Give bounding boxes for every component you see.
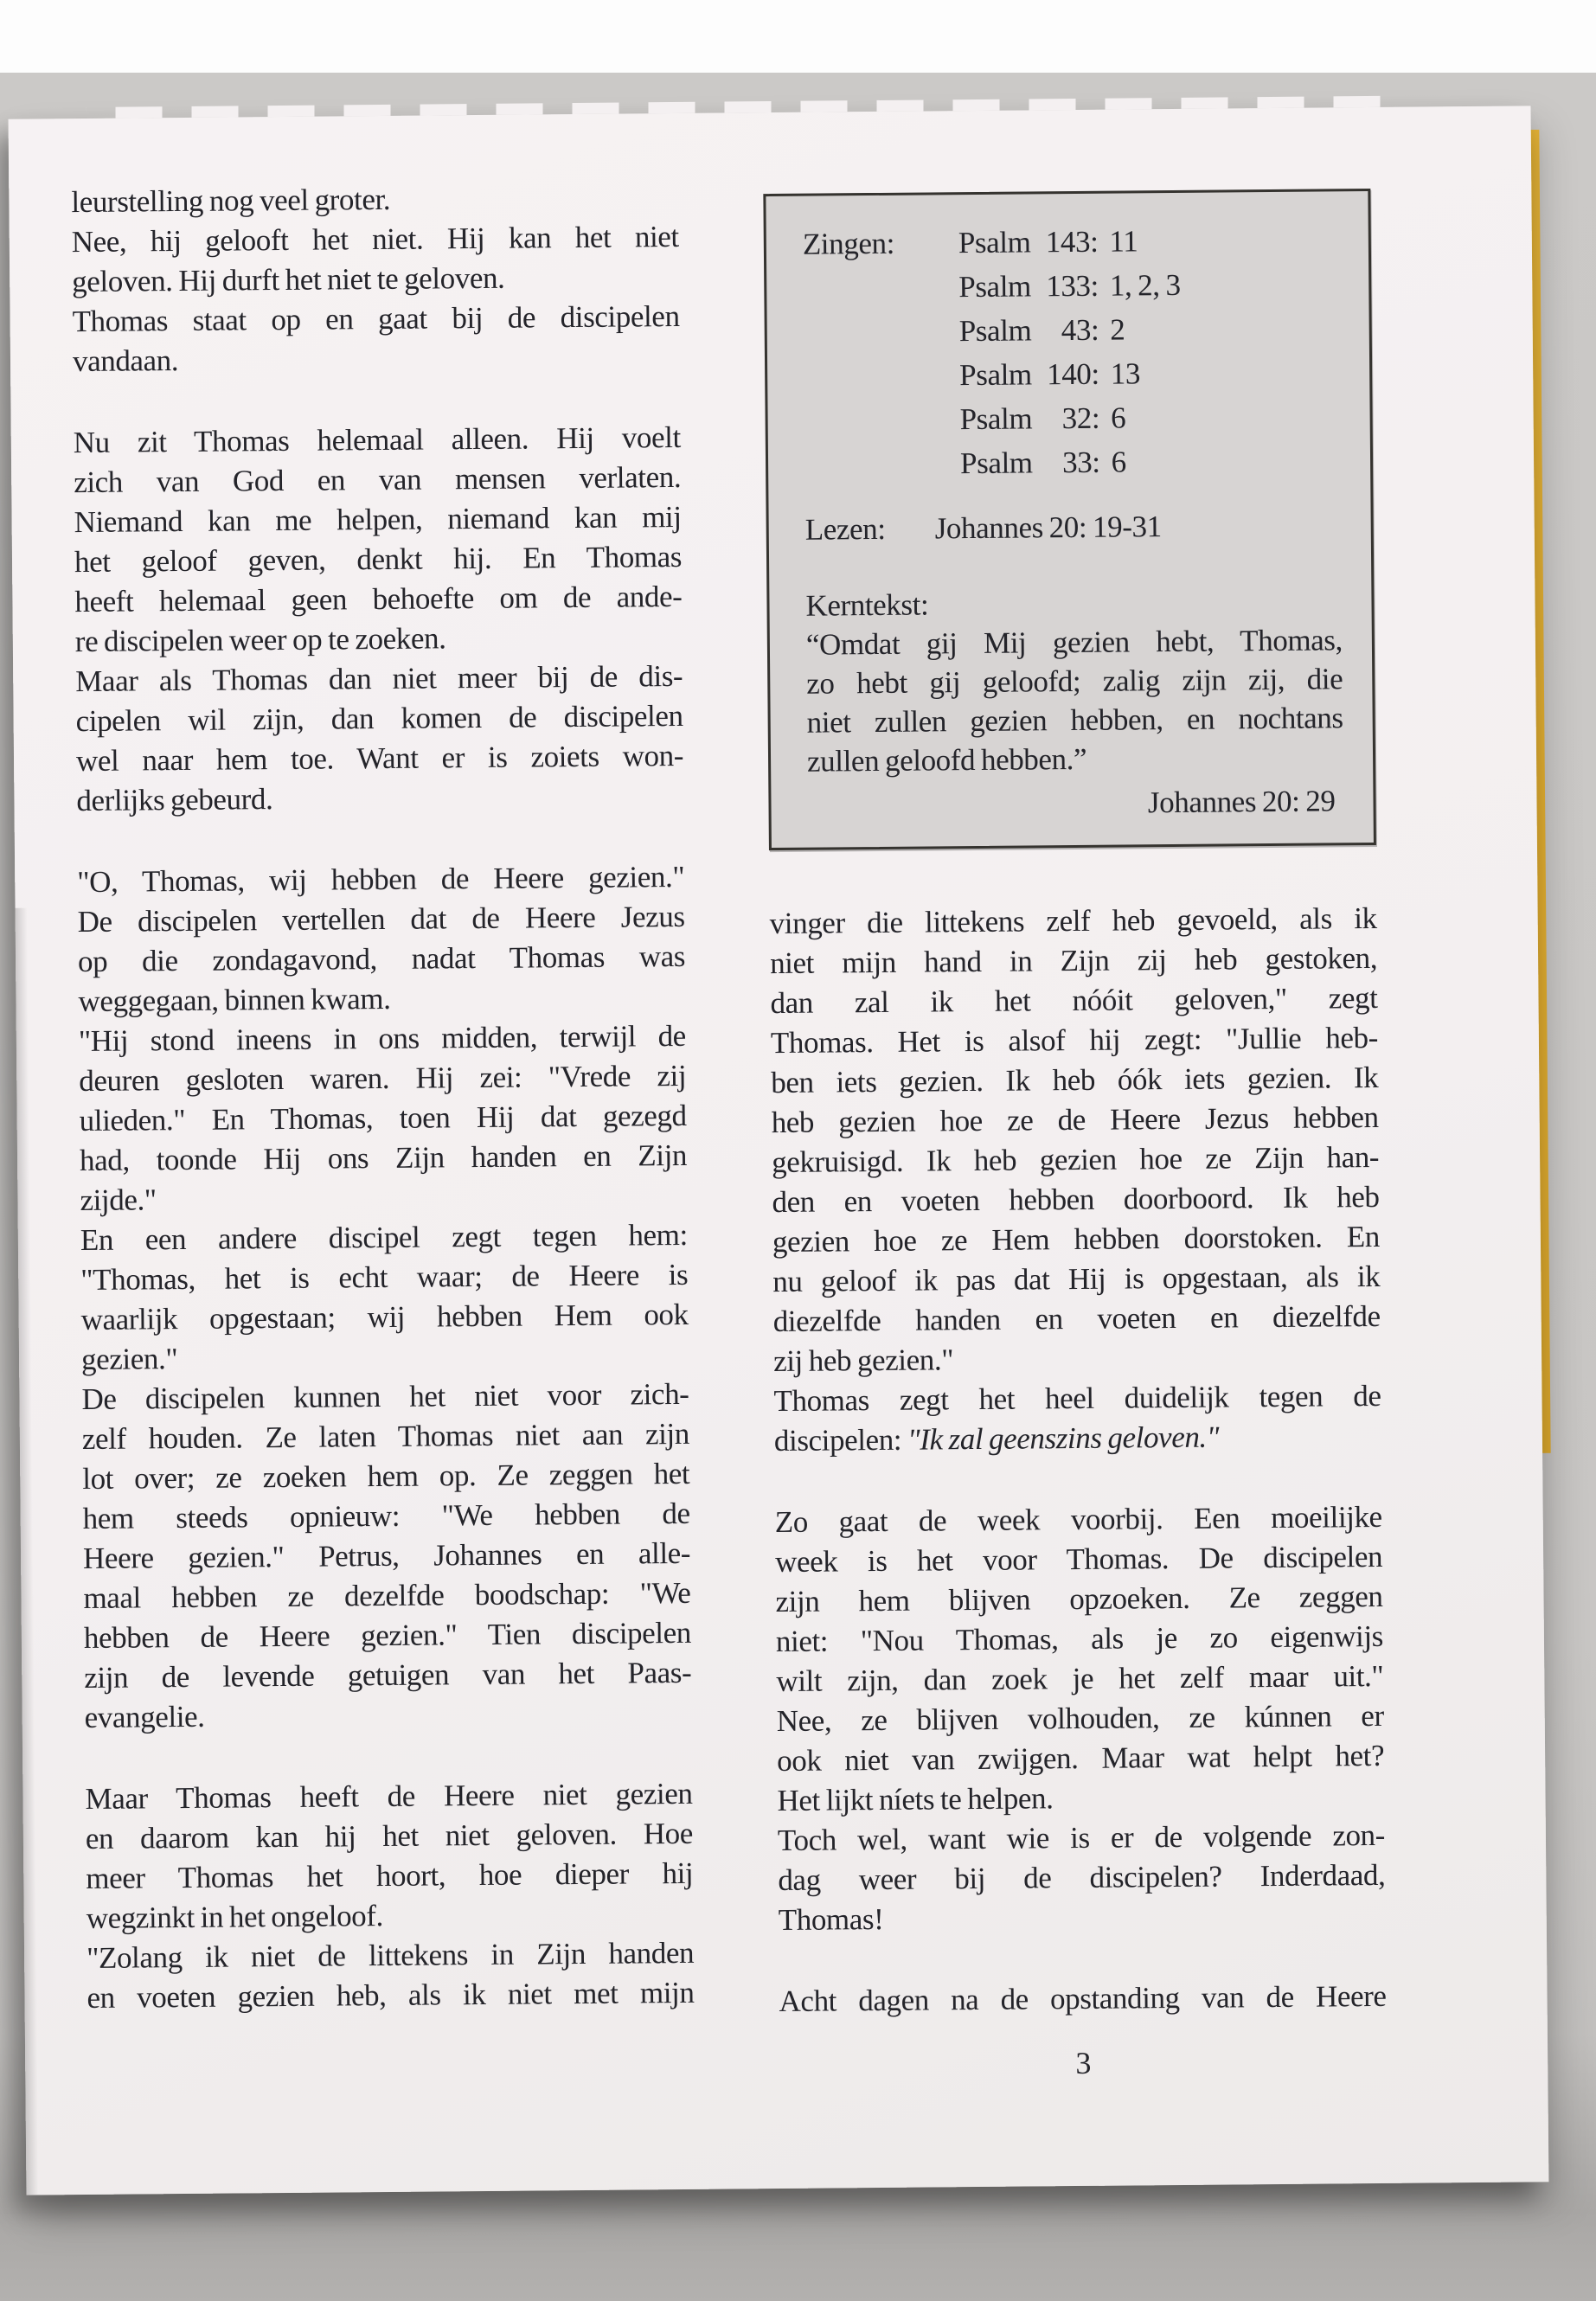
text-line xyxy=(80,1136,687,1181)
lezen-value: Johannes 20: 19-31 xyxy=(934,510,1162,546)
text-line-italic: "Ik zal geenszins geloven." xyxy=(907,1420,1220,1457)
text-line-main: dag weer bij de discipelen? Inderdaad, xyxy=(778,1857,1386,1898)
text-line-main: waarlijk opgestaan; wij hebben Hem ook xyxy=(80,1297,689,1337)
text-line xyxy=(779,1895,1386,1940)
text-line xyxy=(771,1058,1378,1103)
text-line xyxy=(80,1215,688,1260)
text-line-main: nu geloof ik pas dat Hij is opgestaan, als ik xyxy=(772,1259,1381,1299)
text-line-main: Nu zit Thomas helemaal alleen. Hij voelt xyxy=(73,420,681,460)
text-line-main: dan zal ik het nóóit geloven," zegt xyxy=(770,980,1378,1021)
text-line xyxy=(72,217,679,262)
text-line xyxy=(80,1255,688,1300)
text-line-main: hebben de Heere gezien." Tien discipelen xyxy=(83,1615,692,1656)
lezen-label: Lezen: xyxy=(804,511,886,547)
text-line xyxy=(84,1613,691,1658)
text-line xyxy=(73,336,680,381)
psalm-chapter: 140: xyxy=(1046,356,1099,392)
text-line xyxy=(777,1696,1384,1741)
text-line-main: Nee, ze blijven volhouden, ze kúnnen er xyxy=(776,1698,1384,1739)
text-line xyxy=(76,736,683,781)
text-line-main: en voeten gezien heb, als ik niet met mijn xyxy=(87,1975,695,2016)
text-line xyxy=(775,1577,1382,1622)
text-line-main: gekruisigd. Ik heb gezien hoe ze Zijn han- xyxy=(771,1139,1380,1180)
text-line xyxy=(82,1414,689,1459)
text-line xyxy=(79,1056,686,1101)
text-line xyxy=(80,1295,688,1340)
psalm-item xyxy=(960,438,1341,485)
text-line-main: wel naar hem toe. Want er is zoiets won- xyxy=(75,738,684,779)
text-line-main: week is het voor Thomas. De discipelen xyxy=(774,1539,1383,1580)
text-line-main: en daarom kan hij het niet geloven. Hoe xyxy=(85,1816,694,1856)
left-column xyxy=(71,177,694,2018)
text-line xyxy=(71,177,678,222)
text-line xyxy=(74,497,681,542)
text-line xyxy=(773,1297,1381,1342)
text-line-main: evangelie. xyxy=(84,1699,205,1735)
text-line xyxy=(772,1177,1379,1222)
text-line xyxy=(772,1138,1379,1183)
text-line xyxy=(79,1096,686,1141)
text-line-main: zijde." xyxy=(80,1183,157,1218)
text-line-main: zij heb gezien." xyxy=(772,1343,954,1379)
text-line-main: Heere gezien." Petrus, Johannes en alle- xyxy=(82,1535,691,1576)
text-line xyxy=(776,1617,1383,1662)
text-line-main: het geloof geven, denkt hij. En Thomas xyxy=(74,539,683,580)
text-line xyxy=(778,1856,1385,1900)
text-line xyxy=(777,1736,1384,1781)
text-line-main: "O, Thomas, wij hebben de Heere gezien." xyxy=(77,859,685,900)
text-line xyxy=(83,1534,690,1579)
text-line-main: heb gezien hoe ze de Heere Jezus hebben xyxy=(771,1099,1379,1140)
text-line xyxy=(74,537,682,582)
text-line xyxy=(87,1894,694,1939)
text-line-main: Thomas! xyxy=(778,1901,884,1938)
text-line xyxy=(772,1257,1380,1302)
text-line xyxy=(77,857,684,902)
text-line-main: Zo gaat de week voorbij. Een moeilijke xyxy=(774,1499,1382,1540)
text-line xyxy=(80,1176,687,1221)
text-line xyxy=(775,1497,1382,1542)
text-line xyxy=(778,1816,1385,1861)
text-line xyxy=(78,977,685,1022)
text-line-main: op die zondagavond, nadat Thomas was xyxy=(77,939,686,979)
psalm-item xyxy=(958,217,1339,265)
psalm-book: Psalm xyxy=(959,357,1032,393)
text-line-main: maal hebben ze dezelfde boodschap: "We xyxy=(83,1575,691,1616)
text-line xyxy=(770,978,1377,1023)
text-line xyxy=(76,776,683,821)
text-line-main: had, toonde Hij ons Zijn handen en Zijn xyxy=(79,1138,688,1178)
psalm-verses: 13 xyxy=(1110,356,1141,391)
text-line-main: Het lijkt níets te helpen. xyxy=(777,1781,1054,1818)
text-line-main: cipelen wil zijn, dan komen de discipelen xyxy=(75,698,683,739)
psalm-verses: 6 xyxy=(1111,445,1126,479)
text-line-main: niet: "Nou Thomas, als je zo eigenwijs xyxy=(775,1618,1384,1659)
text-line xyxy=(87,1973,694,2018)
psalm-book: Psalm xyxy=(959,445,1033,481)
text-line-main: heeft helemaal geen behoefte om de ande- xyxy=(74,579,683,619)
text-line xyxy=(770,939,1377,984)
kerntekst-line: zo hebt gij geloofd; zalig zijn zij, die xyxy=(806,662,1343,701)
text-line xyxy=(87,1933,694,1978)
text-line-main: Maar Thomas heeft de Heere niet gezien xyxy=(85,1776,693,1817)
text-line-main: zelf houden. Ze laten Thomas niet aan zijn xyxy=(81,1416,690,1457)
text-line-main: meer Thomas het hoort, hoe dieper hij xyxy=(86,1856,694,1896)
text-line-main: gezien hoe ze Hem hebben doorstoken. En xyxy=(772,1219,1381,1259)
right-column xyxy=(763,189,1387,2086)
text-line xyxy=(72,297,679,342)
scanned-page xyxy=(9,106,1549,2195)
kerntekst-line: niet zullen gezien hebben, en nochtans xyxy=(806,701,1343,740)
text-line xyxy=(81,1335,689,1380)
text-line xyxy=(86,1814,693,1859)
psalm-verses: 6 xyxy=(1111,401,1126,435)
psalm-chapter: 32: xyxy=(1061,401,1100,436)
text-line-main: zijn hem blijven opzoeken. Ze zeggen xyxy=(775,1579,1383,1619)
text-line-main: zijn de levende getuigen van het Paas- xyxy=(84,1655,692,1695)
text-line-main: re discipelen weer op te zoeken. xyxy=(74,621,446,659)
text-line-main: Acht dagen na de opstanding van de Heere xyxy=(779,1978,1387,2019)
psalm-chapter: 43: xyxy=(1061,312,1099,348)
text-line-main: Nee, hij gelooft het niet. Hij kan het niet xyxy=(71,219,679,260)
text-line xyxy=(79,1016,686,1061)
text-line-main: hem steeds opnieuw: "We hebben de xyxy=(82,1496,690,1536)
text-line xyxy=(775,1537,1382,1582)
text-line xyxy=(84,1693,691,1738)
text-line-main: En een andere discipel zegt tegen hem: xyxy=(80,1217,689,1258)
text-line-main: discipelen: xyxy=(773,1422,908,1458)
text-line-main: wilt zijn, dan zoek je het zelf maar uit." xyxy=(776,1658,1384,1699)
kerntekst-line: “Omdat gij Mij gezien hebt, Thomas, xyxy=(805,623,1343,662)
psalm-verses: 2 xyxy=(1110,312,1125,347)
text-line-main: ook niet van zwijgen. Maar wat helpt het? xyxy=(776,1738,1385,1779)
text-line xyxy=(83,1574,690,1618)
text-line xyxy=(72,257,679,302)
text-line xyxy=(771,1018,1378,1063)
text-line xyxy=(773,1376,1381,1421)
text-line-main: den en voeten hebben doorboord. Ik heb xyxy=(772,1179,1380,1220)
text-line-main: Niemand kan me helpen, niemand kan mij xyxy=(74,499,682,540)
text-line xyxy=(82,1494,689,1539)
kerntekst-section xyxy=(805,581,1343,824)
psalm-verses: 11 xyxy=(1109,224,1138,259)
psalm-book: Psalm xyxy=(959,401,1033,437)
text-line xyxy=(75,696,683,741)
text-line xyxy=(82,1454,689,1499)
text-line xyxy=(77,897,684,942)
psalm-book: Psalm xyxy=(958,225,1031,260)
kerntekst-label: Kerntekst: xyxy=(805,587,929,623)
text-line-main: diezelfde handen en voeten en diezelfde xyxy=(772,1298,1381,1339)
text-line-main: geloven. Hij durft het niet te geloven. xyxy=(72,260,505,299)
kerntekst-line: zullen geloofd hebben.” xyxy=(806,741,1087,779)
psalm-list xyxy=(958,217,1342,485)
text-line-main: niet mijn hand in Zijn zij heb gestoken, xyxy=(769,940,1378,981)
zingen-label: Zingen: xyxy=(802,226,895,261)
text-line-main: lot over; ze zoeken hem op. Ze zeggen het xyxy=(82,1456,690,1497)
text-line-main: Maar als Thomas dan niet meer bij de dis- xyxy=(75,658,683,699)
psalm-item xyxy=(959,349,1340,397)
text-line-main: deuren gesloten waren. Hij zei: "Vrede zij xyxy=(79,1058,687,1099)
text-line-main: vandaan. xyxy=(72,343,179,379)
text-line xyxy=(78,937,685,982)
text-line xyxy=(74,458,681,503)
lezen-row xyxy=(805,503,1342,551)
text-line-main: ben iets gezien. Ik heb óók iets gezien. Ik xyxy=(771,1060,1379,1100)
text-line xyxy=(74,418,681,463)
psalm-chapter: 33: xyxy=(1061,445,1100,480)
text-line-main: "Hij stond ineens in ons midden, terwijl de xyxy=(78,1018,687,1059)
psalm-verses: 1, 2, 3 xyxy=(1109,267,1181,303)
text-line xyxy=(773,1336,1381,1381)
text-line-main: wegzinkt in het ongeloof. xyxy=(86,1899,384,1936)
text-line xyxy=(776,1657,1383,1702)
text-line-main: De discipelen vertellen dat de Heere Jezus xyxy=(77,899,685,939)
text-line-main: Thomas staat op en gaat bij de discipelen xyxy=(72,298,680,339)
text-line-main: Thomas zegt het heel duidelijk tegen de xyxy=(773,1378,1381,1419)
text-line-main: De discipelen kunnen het niet voor zich- xyxy=(81,1376,689,1417)
text-line xyxy=(777,1776,1384,1821)
zingen-row xyxy=(803,217,1342,486)
page-number: 3 xyxy=(1075,2045,1092,2081)
text-line-main: leurstelling nog veel groter. xyxy=(71,182,391,220)
psalm-book: Psalm xyxy=(958,269,1032,304)
text-line-main: derlijks gebeurd. xyxy=(76,782,273,818)
text-line-main: "Zolang ik niet de littekens in Zijn handen xyxy=(86,1935,695,1976)
text-line xyxy=(772,1217,1380,1262)
text-line xyxy=(75,617,683,662)
kerntekst-quote xyxy=(806,620,1344,780)
text-line xyxy=(74,577,682,622)
psalm-item xyxy=(959,394,1340,441)
text-line xyxy=(81,1375,689,1420)
text-line-main: Thomas. Het is alsof hij zegt: "Jullie heb- xyxy=(770,1020,1379,1061)
text-line-main: ulieden." En Thomas, toen Hij dat gezegd xyxy=(79,1098,687,1138)
text-line xyxy=(770,899,1377,944)
psalm-book: Psalm xyxy=(958,313,1032,349)
text-line-main: weggegaan, binnen kwam. xyxy=(78,981,391,1019)
text-line xyxy=(86,1854,693,1899)
text-line-main: Toch wel, want wie is er de volgende zon- xyxy=(777,1817,1386,1858)
text-line-main: vinger die littekens zelf heb gevoeld, als ik xyxy=(769,901,1377,941)
psalm-chapter: 133: xyxy=(1046,268,1099,304)
psalm-item xyxy=(958,261,1339,309)
text-line-main: "Thomas, het is echt waar; de Heere is xyxy=(80,1257,689,1298)
text-line xyxy=(774,1416,1381,1461)
text-line xyxy=(85,1774,692,1819)
right-column-text xyxy=(770,899,1387,2022)
text-line-main: zich van God en van mensen verlaten. xyxy=(74,459,682,500)
psalm-item xyxy=(959,305,1340,353)
kerntekst-reference: Johannes 20: 29 xyxy=(1147,784,1336,820)
psalm-chapter: 143: xyxy=(1045,224,1099,260)
text-line xyxy=(84,1653,691,1698)
text-line xyxy=(772,1098,1379,1143)
text-line-main: gezien." xyxy=(80,1342,178,1377)
liturgy-box xyxy=(763,189,1376,850)
text-line xyxy=(75,657,683,702)
text-line xyxy=(779,1977,1386,2022)
